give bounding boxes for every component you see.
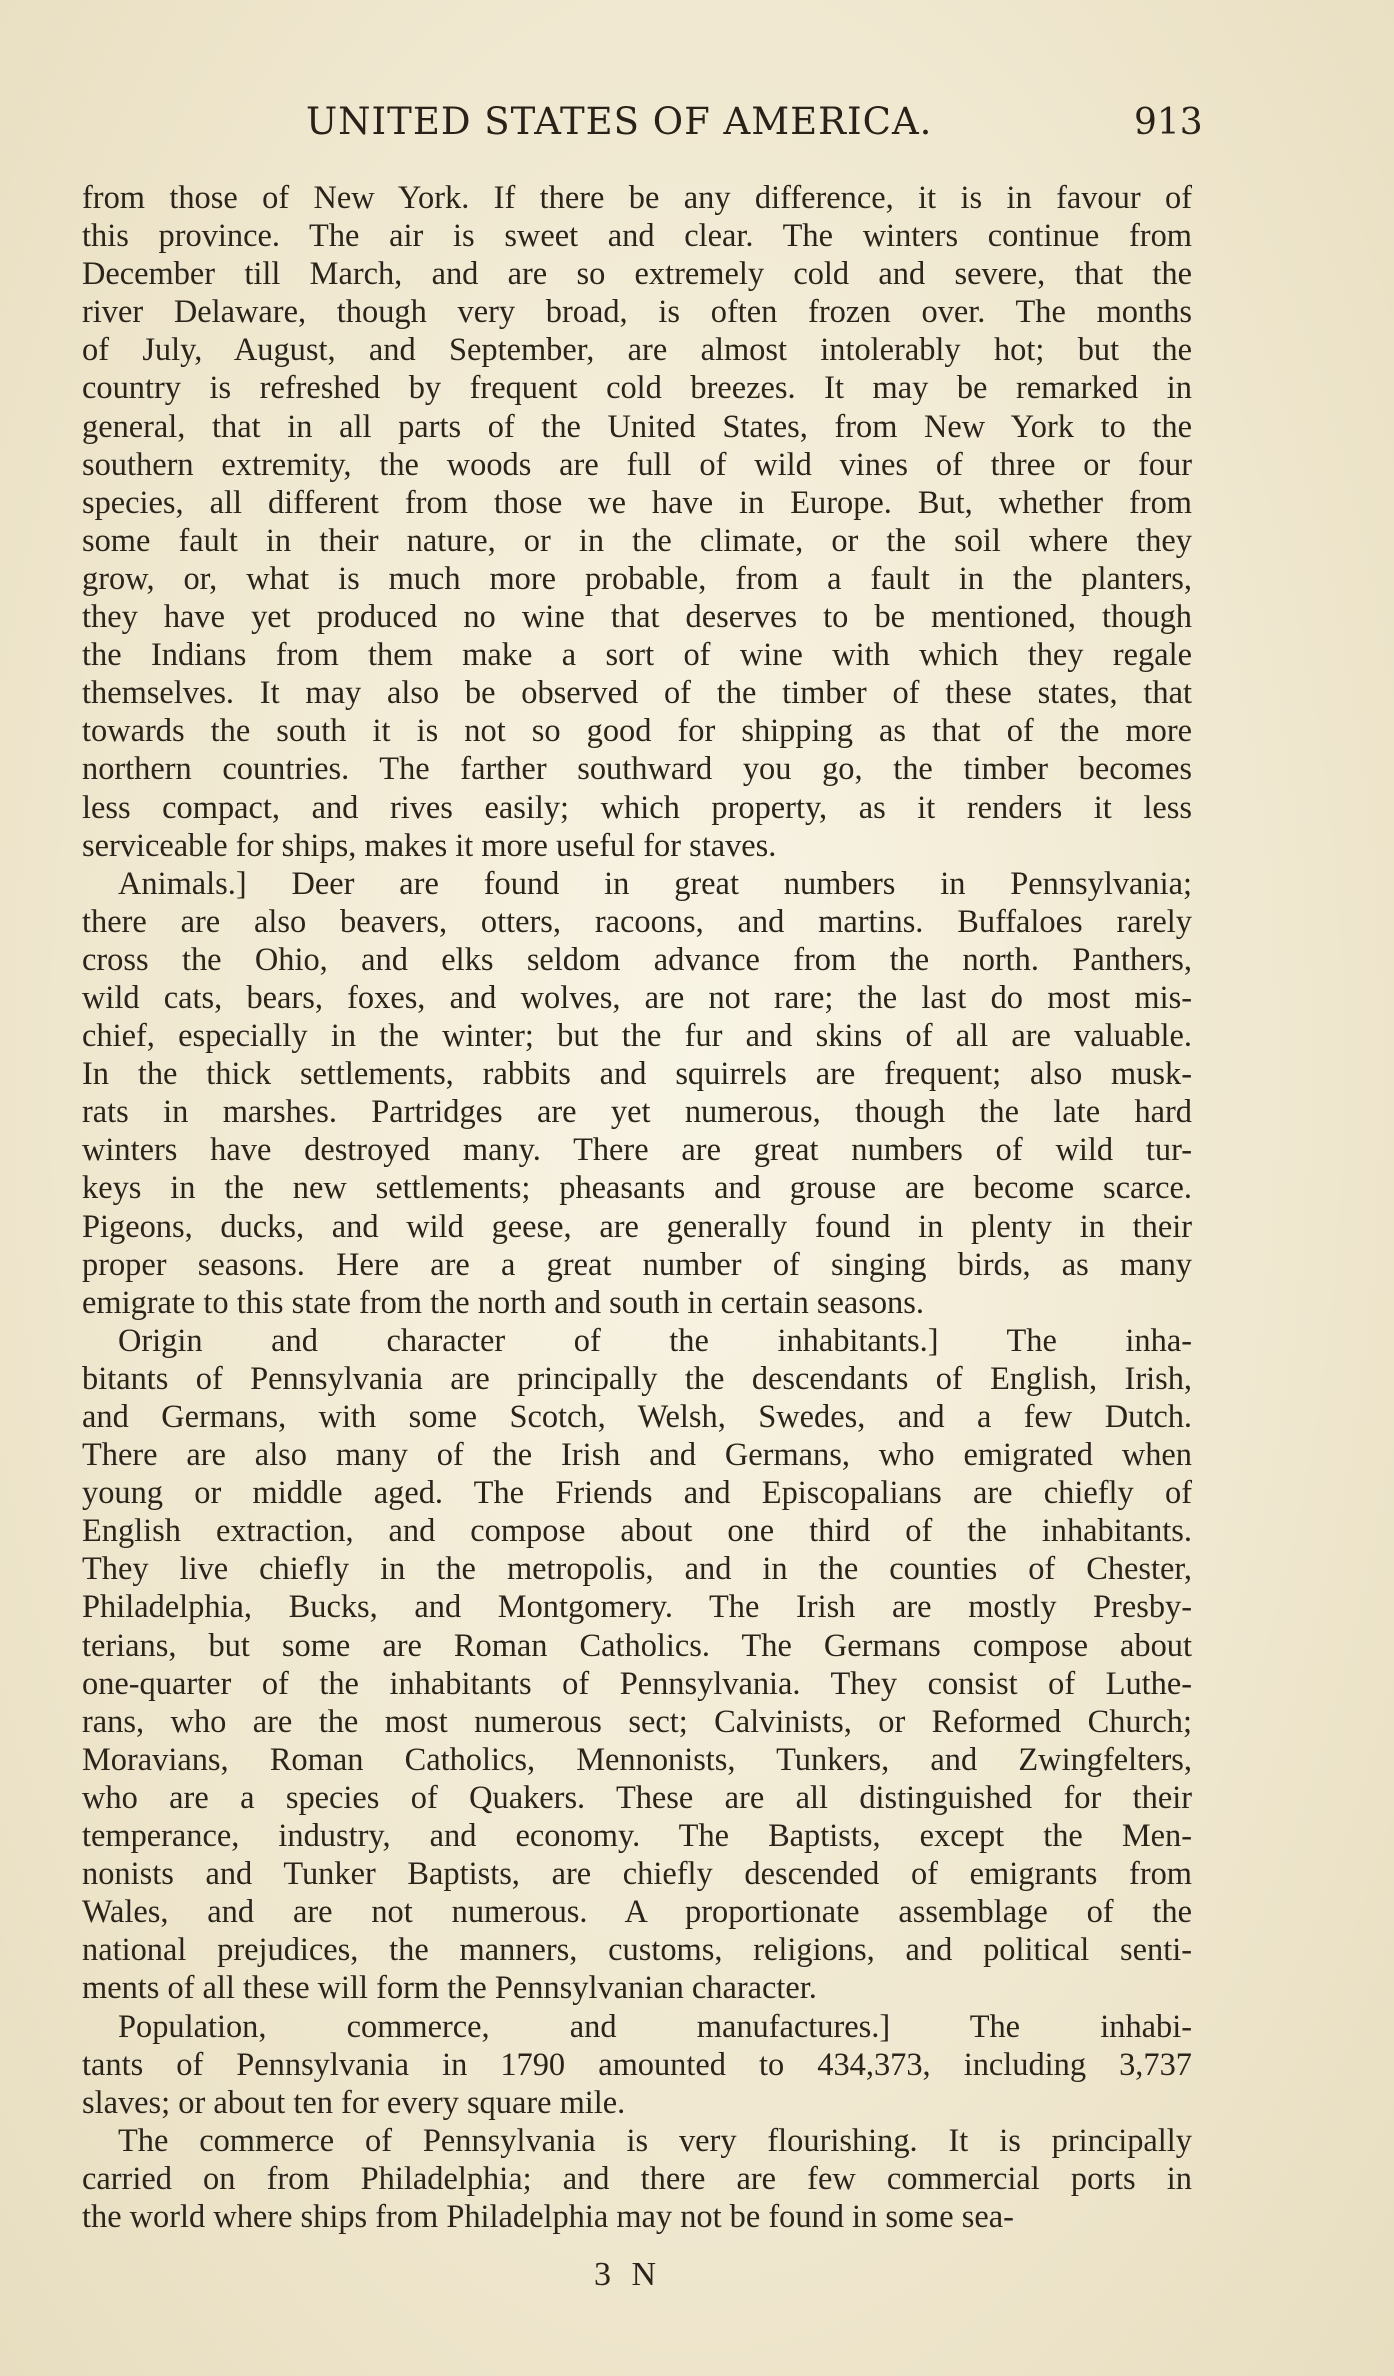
- text-line: bitants of Pennsylvania are principally the descendants of English, Irish,: [82, 1360, 1192, 1397]
- running-title: UNITED STATES OF AMERICA.: [306, 100, 933, 143]
- text-line: cross the Ohio, and elks seldom advance from the north. Panthers,: [82, 941, 1192, 978]
- text-line: and Germans, with some Scotch, Welsh, Swedes, and a few Dutch.: [82, 1399, 1192, 1435]
- text-line: serviceable for ships, makes it more useful for staves.: [82, 827, 777, 864]
- text-line: the Indians from them make a sort of wine with which they regale: [82, 637, 1192, 674]
- text-line: They live chiefly in the metropolis, and in the counties of Chester,: [82, 1551, 1192, 1588]
- text-line: English extraction, and compose about one third of the inhabitants.: [82, 1513, 1192, 1550]
- text-line: emigrate to this state from the north and south in certain seasons.: [82, 1284, 924, 1321]
- text-line: who are a species of Quakers. These are all distinguished for their: [82, 1779, 1192, 1816]
- text-line: In the thick settlements, rabbits and squirrels are frequent; also musk-: [82, 1056, 1192, 1093]
- text-line: northern countries. The farther southward you go, the timber becomes: [82, 751, 1192, 788]
- text-line: terians, but some are Roman Catholics. The Germans compose about: [82, 1627, 1192, 1664]
- text-line: carried on from Philadelphia; and there are few commercial ports in: [82, 2160, 1192, 2197]
- text-line: Wales, and are not numerous. A proportionate assemblage of the: [82, 1894, 1192, 1931]
- text-line: general, that in all parts of the United States, from New York to the: [82, 408, 1192, 445]
- page-header: [0, 100, 1394, 160]
- text-line: the world where ships from Philadelphia may not be found in some sea-: [82, 2198, 1014, 2235]
- body-text: [82, 179, 1192, 2236]
- text-line: chief, especially in the winter; but the fur and skins of all are valuable.: [82, 1018, 1192, 1055]
- text-line: There are also many of the Irish and Germans, who emigrated when: [82, 1437, 1192, 1474]
- text-line: wild cats, bears, foxes, and wolves, are not rare; the last do most mis-: [82, 979, 1192, 1016]
- text-line: rats in marshes. Partridges are yet numerous, though the late hard: [82, 1094, 1192, 1131]
- text-line: winters have destroyed many. There are great numbers of wild tur-: [82, 1132, 1192, 1169]
- text-line: from those of New York. If there be any difference, it is in favour of: [82, 180, 1192, 216]
- text-line: of July, August, and September, are almost intolerably hot; but the: [82, 332, 1192, 369]
- text-line: December till March, and are so extremely cold and severe, that the: [82, 256, 1192, 293]
- page-number: 913: [1134, 102, 1203, 143]
- text-line: keys in the new settlements; pheasants and grouse are become scarce.: [82, 1170, 1192, 1207]
- text-line: this province. The air is sweet and clear. The winters continue from: [82, 218, 1192, 255]
- text-line: tants of Pennsylvania in 1790 amounted to 434,373, including 3,737: [82, 2046, 1192, 2083]
- text-line: themselves. It may also be observed of the timber of these states, that: [82, 675, 1192, 712]
- text-line: proper seasons. Here are a great number of singing birds, as many: [82, 1246, 1192, 1283]
- text-line: Animals.] Deer are found in great numbers in Pennsylvania;: [118, 865, 1192, 902]
- text-line: there are also beavers, otters, racoons, and martins. Buffaloes rarely: [82, 903, 1192, 940]
- text-line: temperance, industry, and economy. The Baptists, except the Men-: [82, 1818, 1192, 1855]
- text-line: Population, commerce, and manufactures.] The inhabi-: [118, 2008, 1192, 2045]
- text-line: species, all different from those we have in Europe. But, whether from: [82, 484, 1192, 521]
- text-line: ments of all these will form the Pennsylvanian character.: [82, 1970, 817, 2007]
- text-line: one-quarter of the inhabitants of Pennsylvania. They consist of Luthe-: [82, 1665, 1192, 1702]
- text-line: grow, or, what is much more probable, from a fault in the planters,: [82, 560, 1192, 597]
- text-line: they have yet produced no wine that deserves to be mentioned, though: [82, 599, 1192, 636]
- signature-mark: 3 N: [594, 2256, 663, 2293]
- text-line: less compact, and rives easily; which property, as it renders it less: [82, 789, 1192, 826]
- text-line: southern extremity, the woods are full of wild vines of three or four: [82, 446, 1192, 483]
- text-line: rans, who are the most numerous sect; Calvinists, or Reformed Church;: [82, 1703, 1192, 1740]
- text-line: The commerce of Pennsylvania is very flourishing. It is principally: [118, 2122, 1192, 2159]
- text-line: young or middle aged. The Friends and Episcopalians are chiefly of: [82, 1475, 1192, 1512]
- text-line: some fault in their nature, or in the climate, or the soil where they: [82, 522, 1192, 559]
- text-line: river Delaware, though very broad, is often frozen over. The months: [82, 294, 1192, 331]
- text-line: Pigeons, ducks, and wild geese, are generally found in plenty in their: [82, 1208, 1192, 1245]
- text-line: towards the south it is not so good for shipping as that of the more: [82, 713, 1192, 750]
- text-line: nonists and Tunker Baptists, are chiefly descended of emigrants from: [82, 1856, 1192, 1893]
- text-line: Philadelphia, Bucks, and Montgomery. The Irish are mostly Presby-: [82, 1589, 1192, 1626]
- text-line: Moravians, Roman Catholics, Mennonists, Tunkers, and Zwingfelters,: [82, 1741, 1192, 1778]
- text-line: Origin and character of the inhabitants.] The inha-: [118, 1322, 1192, 1359]
- text-line: national prejudices, the manners, customs, religions, and political senti-: [82, 1932, 1192, 1969]
- text-line: slaves; or about ten for every square mile.: [82, 2084, 626, 2121]
- text-line: country is refreshed by frequent cold breezes. It may be remarked in: [82, 370, 1192, 407]
